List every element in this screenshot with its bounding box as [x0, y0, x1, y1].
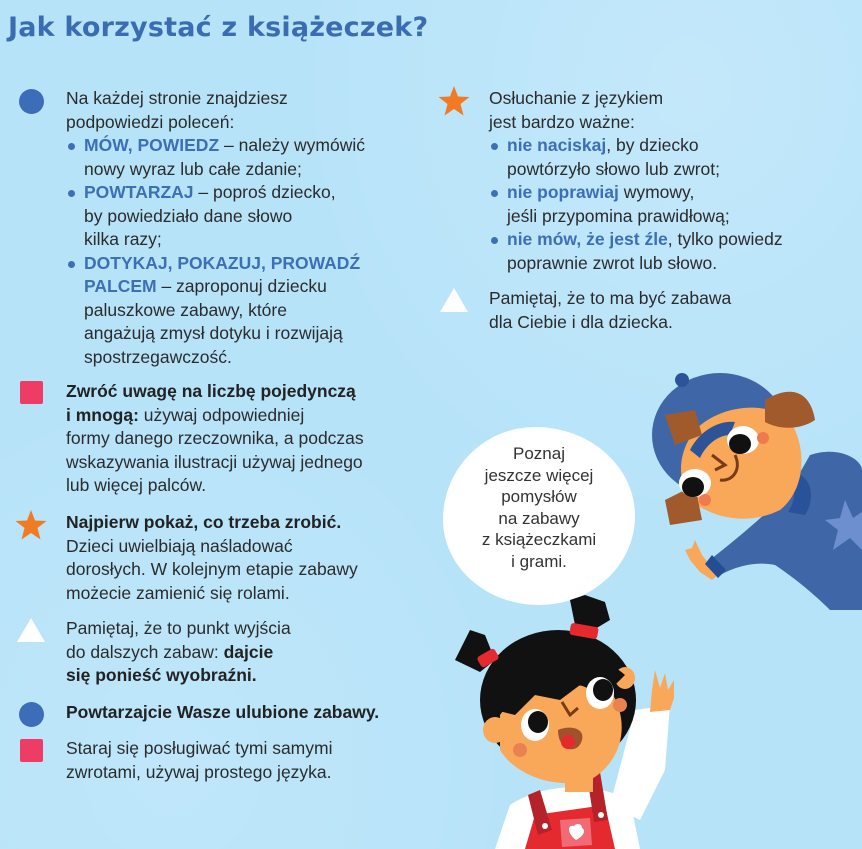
- text-line: Pamiętaj, że to ma być zabawa: [489, 288, 732, 308]
- text-fragment: dajcie: [223, 641, 274, 662]
- text-line: Pamiętaj, że to punkt wyjścia: [66, 618, 291, 638]
- rule-no-pressure: [489, 134, 783, 181]
- tip-repeat-games-text: [66, 701, 379, 725]
- triangle-bullet-icon: [17, 618, 45, 642]
- text-line: pomysłów: [501, 487, 577, 506]
- text-line: Najpierw pokaż, co trzeba zrobić.: [66, 512, 342, 532]
- star-bullet-icon: [15, 510, 47, 540]
- triangle-bullet-icon: [440, 288, 468, 312]
- text-line: możecie zamienić się rolami.: [66, 582, 290, 603]
- text-line: i grami.: [511, 551, 567, 571]
- tip-same-phrases-text: [66, 737, 332, 784]
- keyword: nie mów, że jest źle: [507, 229, 668, 249]
- text-line: Dzieci uwielbiają naśladować: [66, 535, 293, 556]
- text-line: jeszcze więcej: [484, 465, 594, 485]
- text-fragment: , tylko powiedz: [667, 229, 783, 249]
- speech-bubble: [443, 427, 635, 605]
- boy-peeking-illustration: [640, 360, 862, 610]
- tip-commands-text: [66, 87, 365, 369]
- page-title: Jak korzystać z książeczek?: [8, 12, 429, 43]
- tip-fun-text: [489, 287, 731, 334]
- text-line: wskazywania ilustracji używaj jednego: [66, 451, 363, 472]
- text-line: zwrotami, używaj prostego języka.: [66, 761, 332, 782]
- tip-imagination-text: [66, 617, 291, 688]
- rule-no-correcting: [489, 181, 783, 228]
- text-line: by powiedziało dane słowo: [84, 205, 293, 226]
- text-line: poprawnie zwrot lub słowo.: [507, 252, 718, 273]
- keyword: MÓW, POWIEDZ: [84, 135, 220, 155]
- tip-singular-plural-text: [66, 380, 364, 498]
- text-line: się ponieść wyobraźni.: [66, 665, 257, 685]
- text-fragment: , by dziecko: [606, 135, 699, 155]
- text-line: Powtarzajcie Wasze ulubione zabawy.: [66, 702, 380, 722]
- keyword: DOTYKAJ, POKAZUJ, PROWADŹ: [84, 252, 361, 273]
- text-line: powtórzyło słowo lub zwrot;: [507, 158, 720, 179]
- command-speak: [66, 134, 365, 181]
- text-fragment: – należy wymówić: [219, 135, 366, 155]
- tip-listening-text: [489, 87, 783, 275]
- star-bullet-icon: [438, 86, 470, 116]
- text-line: z książeczkami: [481, 530, 597, 549]
- text-line: dorosłych. W kolejnym etapie zabawy: [66, 559, 358, 579]
- square-bullet-icon: [20, 381, 43, 404]
- text-line: paluszkowe zabawy, które: [84, 299, 287, 320]
- text-fragment: wymowy,: [618, 182, 695, 202]
- text-line: Zwróć uwagę na liczbę pojedynczą: [66, 381, 356, 401]
- command-touch: [66, 252, 365, 370]
- text-line: jest bardzo ważne:: [489, 111, 635, 132]
- text-line: Poznaj: [513, 444, 565, 463]
- keyword: nie naciskaj: [507, 135, 607, 155]
- text-fragment: używaj odpowiedniej: [138, 404, 305, 425]
- circle-bullet-icon: [19, 89, 44, 114]
- text-line: Na każdej stronie znajdziesz: [66, 88, 288, 108]
- keyword: POWTARZAJ: [84, 182, 194, 202]
- text-line: na zabawy: [498, 508, 580, 528]
- text-fragment: – zaproponuj dziecku: [156, 276, 327, 296]
- text-line: nowy wyraz lub całe zdanie;: [84, 158, 302, 179]
- text-fragment: – poproś dziecko,: [193, 182, 336, 202]
- text-line: spostrzegawczość.: [84, 346, 232, 367]
- circle-bullet-icon: [19, 702, 44, 727]
- keyword: PALCEM: [84, 276, 157, 296]
- text-fragment: i mnogą:: [66, 404, 139, 425]
- text-line: dla Ciebie i dla dziecka.: [489, 311, 673, 332]
- text-line: angażują zmysł dotyku i rozwijają: [84, 323, 343, 343]
- tip-show-first-text: [66, 511, 358, 605]
- text-line: formy danego rzeczownika, a podczas: [66, 428, 364, 448]
- text-line: lub więcej palców.: [66, 475, 207, 495]
- text-line: jeśli przypomina prawidłową;: [507, 205, 730, 226]
- rule-no-wrong: [489, 228, 783, 275]
- text-line: kilka razy;: [84, 229, 162, 249]
- keyword: nie poprawiaj: [507, 182, 619, 202]
- text-line: Staraj się posługiwać tymi samymi: [66, 738, 333, 758]
- girl-waving-illustration: [440, 590, 700, 849]
- text-fragment: do dalszych zabaw:: [66, 641, 224, 662]
- text-line: Osłuchanie z językiem: [489, 88, 664, 108]
- square-bullet-icon: [20, 739, 43, 762]
- command-repeat: [66, 181, 365, 252]
- text-line: podpowiedzi poleceń:: [66, 111, 235, 132]
